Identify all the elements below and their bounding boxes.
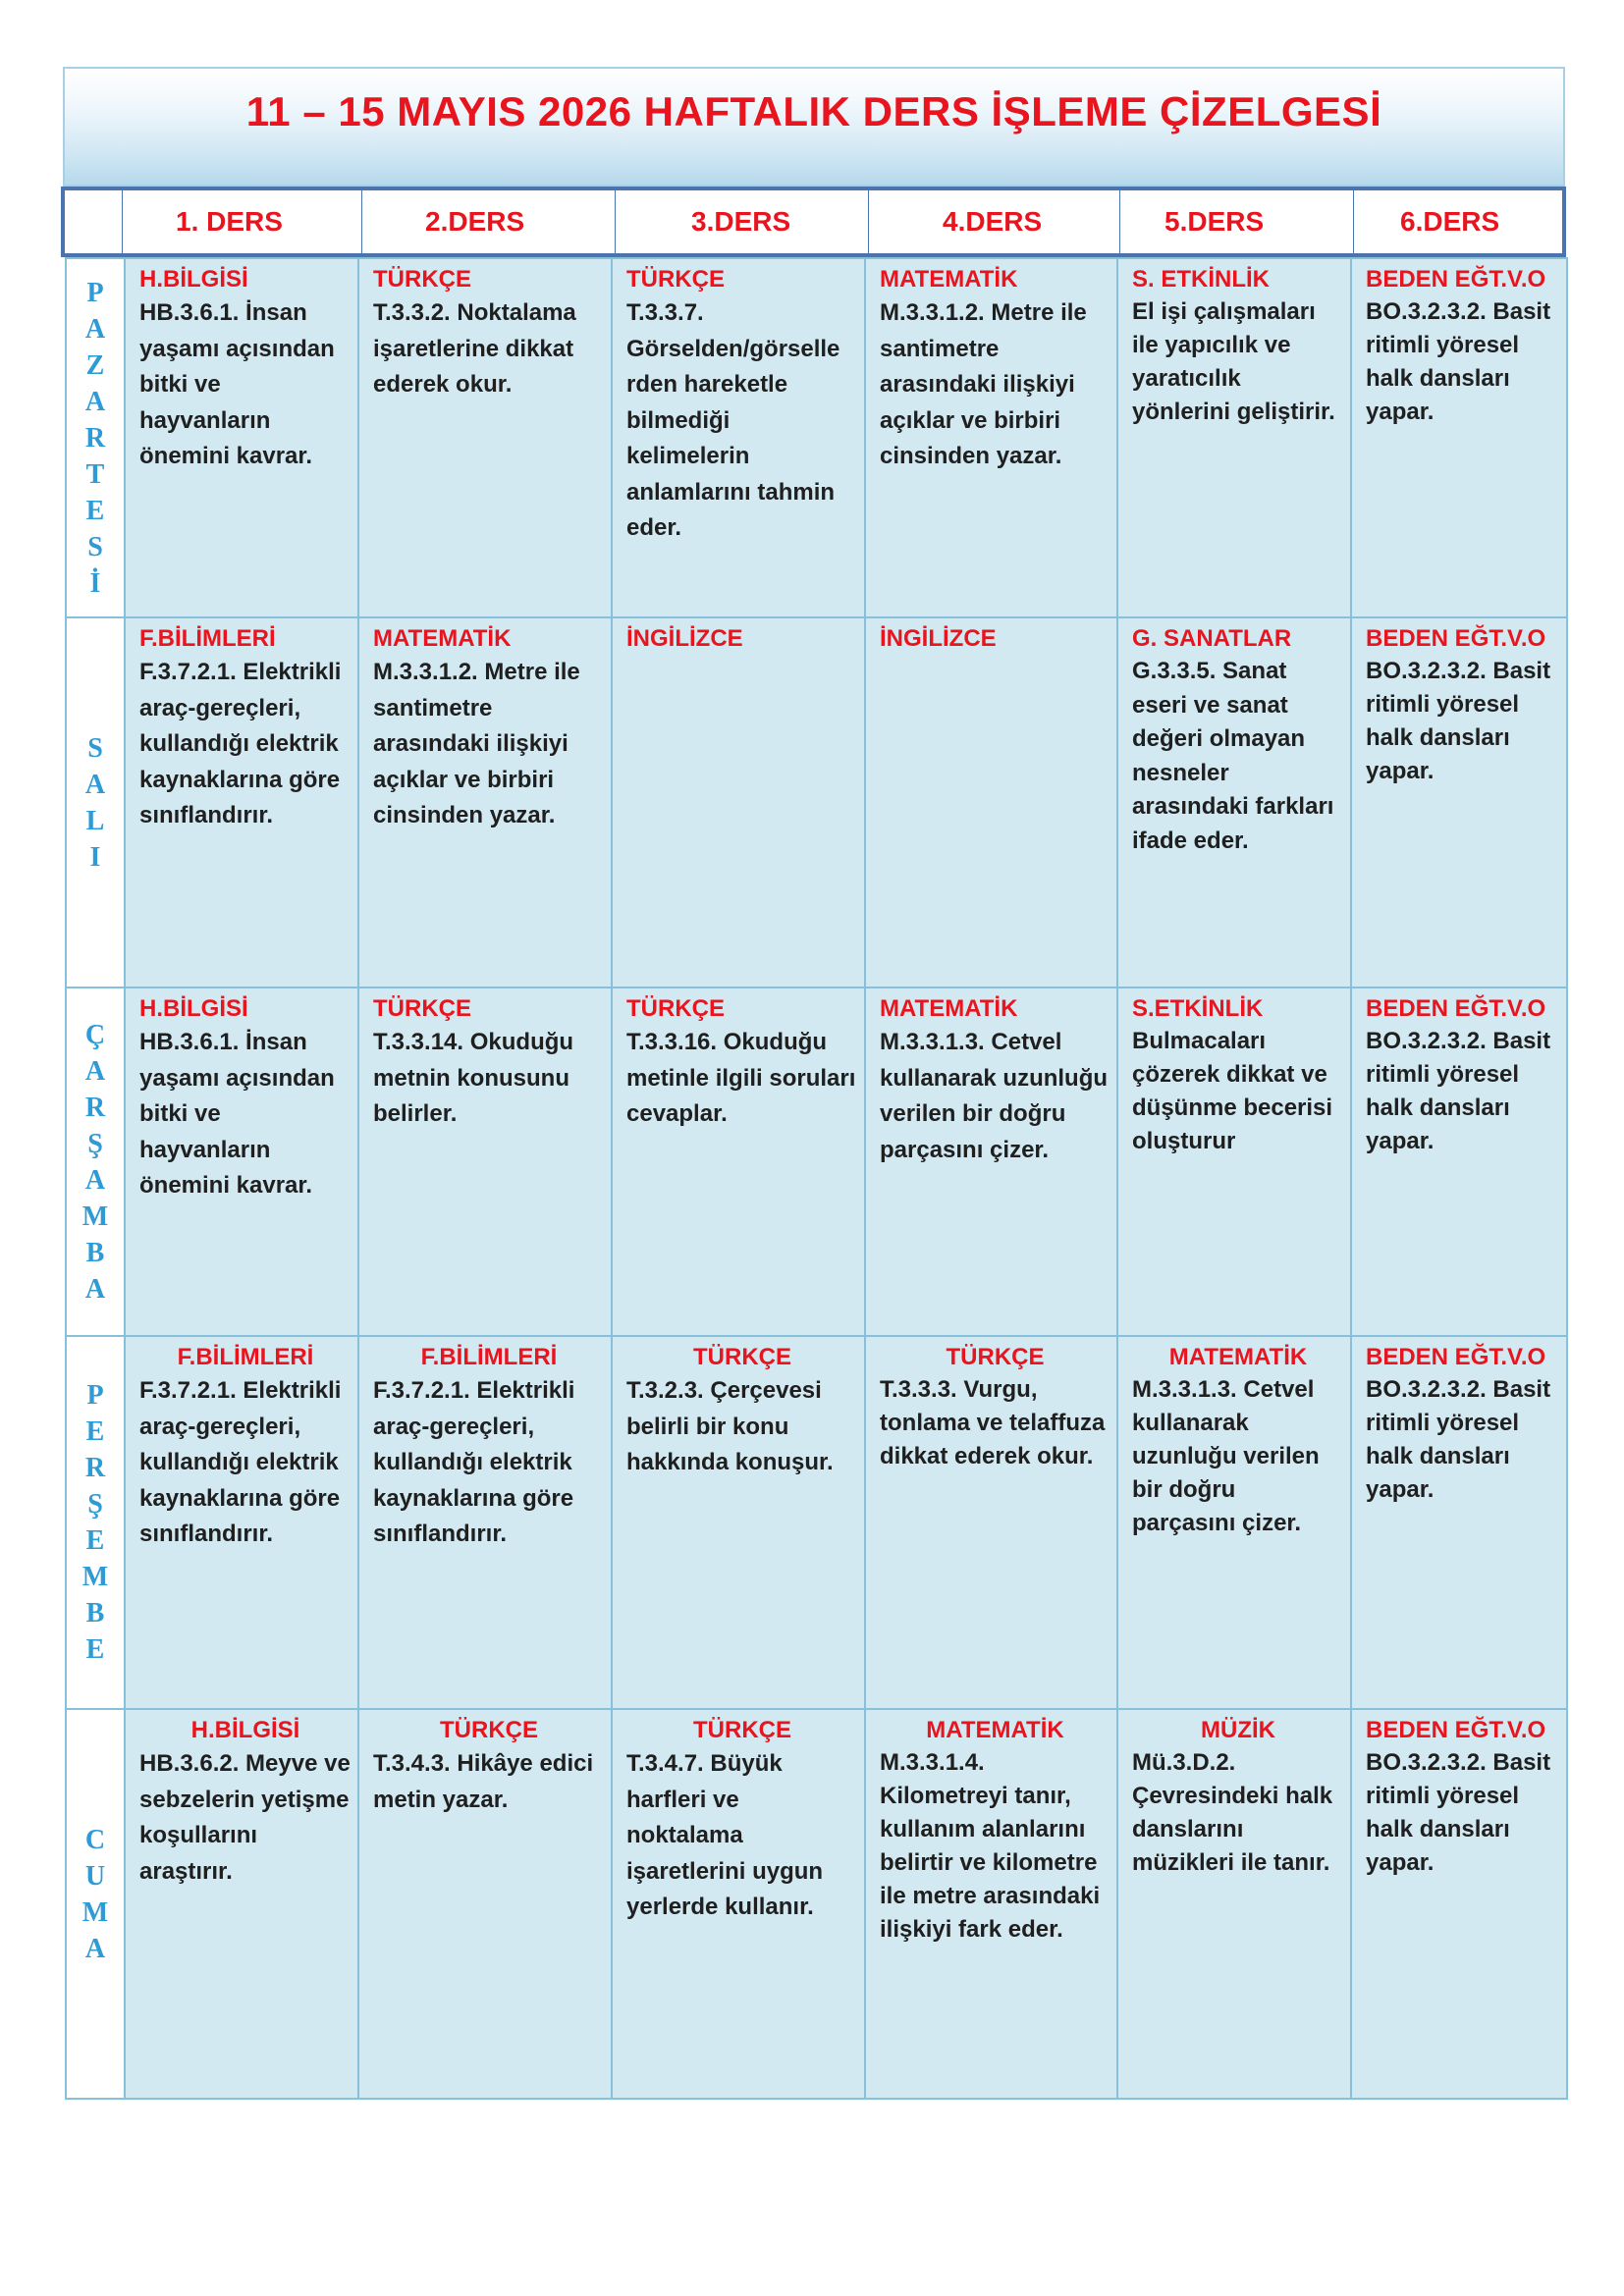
objective-text: T.3.3.16. Okuduğu metinle ilgili soruları cevaplar. [626,1029,856,1127]
subject-label: MATEMATİK [926,1717,1064,1743]
day-label-tuesday: S A L I [66,617,125,988]
subject-label: S.ETKİNLİK [1132,995,1264,1022]
subject-label: İNGİLİZCE [626,625,743,652]
schedule-table [65,257,1568,2100]
objective-text: HB.3.6.1. İnsan yaşamı açısından bitki ve hayvanların önemini kavrar. [139,1029,335,1199]
subject-label: F.BİLİMLERİ [139,625,276,652]
objective-text: T.3.3.7. Görselden/görselle rden hareketle bilmediği kelimelerin anlamlarını tahmin eder. [626,299,840,541]
objective-text: M.3.3.1.3. Cetvel kullanarak uzunluğu verilen bir doğru parçasını çizer. [880,1029,1109,1163]
lesson-cell [125,258,358,617]
objective-text: HB.3.6.2. Meyve ve sebzelerin yetişme koşullarını araştırır. [139,1750,351,1885]
lesson-cell [358,988,612,1336]
subject-label: BEDEN EĞT.V.O [1366,1344,1546,1370]
header-row [61,187,1566,257]
row-thursday [66,1336,1567,1709]
objective-text: T.3.3.14. Okuduğu metnin konusunu belirler. [373,1029,574,1127]
objective-text: T.3.4.7. Büyük harfleri ve noktalama işaretlerini uygun yerlerde kullanır. [626,1750,824,1920]
subject-label: G. SANATLAR [1132,625,1292,652]
subject-label: MATEMATİK [880,266,1018,293]
lesson-cell [1351,1709,1567,2099]
header-lesson-5: 5.DERS [1119,190,1353,253]
subject-label: H.BİLGİSİ [190,1717,300,1743]
lesson-cell [1351,617,1567,988]
objective-text: HB.3.6.1. İnsan yaşamı açısından bitki ve hayvanların önemini kavrar. [139,299,335,469]
objective-text: T.3.2.3. Çerçevesi belirli bir konu hakkında konuşur. [626,1377,834,1475]
objective-text: F.3.7.2.1. Elektrikli araç-gereçleri, kullandığı elektrik kaynaklarına göre sınıflandırır. [373,1377,575,1547]
objective-text: BO.3.2.3.2. Basit ritimli yöresel halk dansları yapar. [1366,658,1551,784]
subject-label: MATEMATİK [1168,1344,1308,1370]
lesson-cell [612,988,865,1336]
subject-label: TÜRKÇE [946,1344,1045,1370]
lesson-cell [358,617,612,988]
lesson-cell [1351,258,1567,617]
subject-label: BEDEN EĞT.V.O [1366,1717,1546,1743]
day-label-friday: C U M A [66,1709,125,2099]
objective-text: G.3.3.5. Sanat eseri ve sanat değeri olmayan nesneler arasındaki farkları ifade eder. [1132,658,1334,854]
objective-text: BO.3.2.3.2. Basit ritimli yöresel halk dansları yapar. [1366,1376,1551,1503]
page-title: 11 – 15 MAYIS 2026 HAFTALIK DERS İŞLEME ÇİZELGESİ [245,88,1382,134]
lesson-cell [1117,617,1351,988]
day-label-wednesday: Ç A R Ş A M B A [66,988,125,1336]
lesson-cell [1117,988,1351,1336]
objective-text: M.3.3.1.2. Metre ile santimetre arasındaki ilişkiyi açıklar ve birbiri cinsinden yazar. [880,299,1087,469]
title-banner [63,67,1565,187]
lesson-cell [865,258,1117,617]
subject-label: BEDEN EĞT.V.O [1366,625,1546,652]
lesson-cell [125,617,358,988]
lesson-cell [612,1709,865,2099]
lesson-cell [612,258,865,617]
row-monday [66,258,1567,617]
lesson-cell [1117,258,1351,617]
subject-label: İNGİLİZCE [880,625,997,652]
objective-text: BO.3.2.3.2. Basit ritimli yöresel halk dansları yapar. [1366,1028,1551,1154]
subject-label: TÜRKÇE [373,995,471,1022]
lesson-cell [865,1336,1117,1709]
subject-label: BEDEN EĞT.V.O [1366,995,1546,1022]
lesson-cell [612,1336,865,1709]
lesson-cell [358,1336,612,1709]
objective-text: T.3.3.2. Noktalama işaretlerine dikkat ederek okur. [373,299,576,398]
header-lesson-3: 3.DERS [615,190,868,253]
lesson-cell [358,1709,612,2099]
objective-text: Bulmacaları çözerek dikkat ve düşünme becerisi oluşturur [1132,1028,1333,1154]
subject-label: MATEMATİK [880,995,1018,1022]
subject-label: F.BİLİMLERİ [177,1344,314,1370]
day-label-monday: P A Z A R T E S İ [66,258,125,617]
subject-label: H.BİLGİSİ [139,995,248,1022]
objective-text: M.3.3.1.3. Cetvel kullanarak uzunluğu verilen bir doğru parçasını çizer. [1132,1376,1320,1536]
lesson-cell [612,617,865,988]
subject-label: MATEMATİK [373,625,512,652]
subject-label: TÜRKÇE [373,266,471,293]
header-lesson-4: 4.DERS [868,190,1119,253]
lesson-cell [125,1709,358,2099]
row-friday [66,1709,1567,2099]
objective-text: BO.3.2.3.2. Basit ritimli yöresel halk dansları yapar. [1366,1749,1551,1876]
lesson-cell [1117,1709,1351,2099]
lesson-cell [125,988,358,1336]
row-wednesday [66,988,1567,1336]
objective-text: F.3.7.2.1. Elektrikli araç-gereçleri, kullandığı elektrik kaynaklarına göre sınıflandırır. [139,1377,342,1547]
lesson-cell [1351,988,1567,1336]
objective-text: El işi çalışmaları ile yapıcılık ve yaratıcılık yönlerini geliştirir. [1132,298,1335,425]
objective-text: T.3.4.3. Hikâye edici metin yazar. [373,1750,594,1813]
objective-text: BO.3.2.3.2. Basit ritimli yöresel halk dansları yapar. [1366,298,1551,425]
header-lesson-2: 2.DERS [361,190,615,253]
lesson-cell [1351,1336,1567,1709]
subject-label: TÜRKÇE [626,266,725,293]
subject-label: TÜRKÇE [626,995,725,1022]
subject-label: MÜZİK [1201,1717,1275,1743]
objective-text: T.3.3.3. Vurgu, tonlama ve telaffuza dikkat ederek okur. [880,1376,1106,1469]
objective-text: Mü.3.D.2. Çevresindeki halk danslarını müzikleri ile tanır. [1132,1749,1333,1876]
objective-text: F.3.7.2.1. Elektrikli araç-gereçleri, kullandığı elektrik kaynaklarına göre sınıflandırır. [139,659,342,828]
header-lesson-1: 1. DERS [122,190,361,253]
day-label-thursday: P E R Ş E M B E [66,1336,125,1709]
lesson-cell [1117,1336,1351,1709]
lesson-cell [865,1709,1117,2099]
subject-label: F.BİLİMLERİ [420,1344,558,1370]
row-tuesday [66,617,1567,988]
lesson-cell [358,258,612,617]
lesson-cell [865,988,1117,1336]
lesson-cell [125,1336,358,1709]
subject-label: TÜRKÇE [693,1344,791,1370]
subject-label: TÜRKÇE [693,1717,791,1743]
objective-text: M.3.3.1.4. Kilometreyi tanır, kullanım alanlarını belirtir ve kilometre ile metre arasındaki ilişkiyi fark eder. [880,1749,1101,1943]
header-lesson-6: 6.DERS [1353,190,1562,253]
subject-label: TÜRKÇE [440,1717,538,1743]
objective-text: M.3.3.1.2. Metre ile santimetre arasındaki ilişkiyi açıklar ve birbiri cinsinden yazar. [373,659,580,828]
lesson-cell [865,617,1117,988]
subject-label: BEDEN EĞT.V.O [1366,266,1546,293]
subject-label: H.BİLGİSİ [139,266,248,293]
subject-label: S. ETKİNLİK [1132,266,1271,293]
